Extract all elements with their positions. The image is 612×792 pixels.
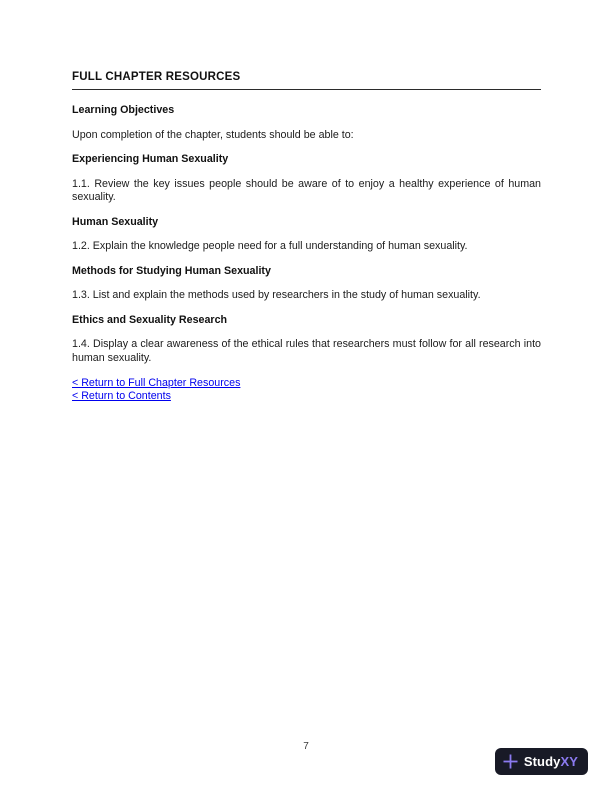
page-number: 7 [303, 741, 309, 752]
objective-text-1: 1.1. Review the key issues people should be aware of to enjoy a healthy experience of human sexuality. [72, 177, 541, 204]
objective-text-2: 1.2. Explain the knowledge people need for a full understanding of human sexuality. [72, 240, 468, 253]
objective-heading-4: Ethics and Sexuality Research [72, 313, 228, 326]
logo-wordmark [524, 754, 578, 769]
return-links [72, 377, 541, 403]
page-content [72, 71, 541, 403]
return-to-full-chapter-resources-link[interactable]: < Return to Full Chapter Resources [72, 376, 241, 389]
page-title: FULL CHAPTER RESOURCES [72, 71, 541, 90]
plus-icon [503, 754, 518, 769]
objective-text-4: 1.4. Display a clear awareness of the ethical rules that researchers must follow for all research into human sexuality. [72, 338, 541, 365]
objective-heading-2: Human Sexuality [72, 215, 159, 228]
studyxy-logo [495, 748, 588, 775]
objective-heading-3: Methods for Studying Human Sexuality [72, 264, 271, 277]
intro-paragraph: Upon completion of the chapter, students should be able to: [72, 128, 354, 141]
logo-study-text: Study [523, 754, 561, 769]
return-to-contents-link[interactable]: < Return to Contents [72, 389, 171, 402]
objective-text-3: 1.3. List and explain the methods used by researchers in the study of human sexuality. [72, 289, 481, 302]
objective-heading-1: Experiencing Human Sexuality [72, 153, 229, 166]
logo-xy-text: XY [560, 754, 578, 769]
learning-objectives-heading: Learning Objectives [72, 104, 175, 116]
